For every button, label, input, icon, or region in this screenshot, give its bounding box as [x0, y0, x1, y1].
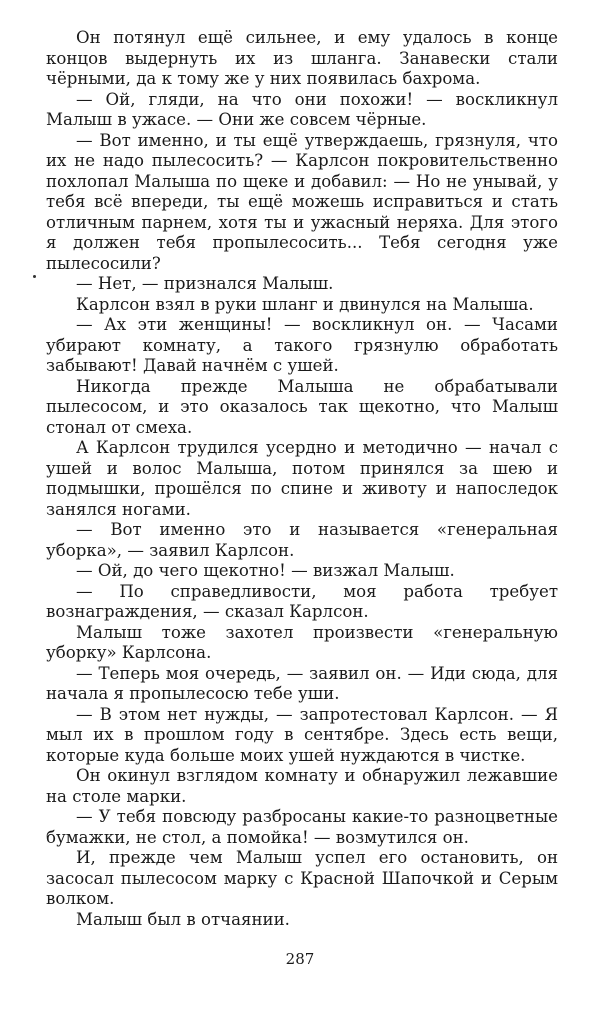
paragraph: — Нет, — признался Малыш.	[76, 274, 334, 293]
paragraph: А Карлсон трудился усердно и методично — начал с ушей и волос Малыша, потом принялся за шею и подмышки, прошёлся по спине и животу и напоследок занялся ногами.	[46, 438, 558, 519]
scan-speck	[33, 275, 36, 278]
paragraph: Малыш тоже захотел произвести «генеральную уборку» Карлсона.	[46, 622, 558, 662]
page-number: 287	[285, 950, 315, 968]
paragraph: Никогда прежде Малыша не обрабатывали пылесосом, и это оказалось так щекотно, что Малыш стонал от смеха.	[46, 376, 558, 437]
paragraph: Он окинул взглядом комнату и обнаружил лежавшие на столе марки.	[46, 766, 558, 806]
paragraph: И, прежде чем Малыш успел его остановить, он засосал пылесосом марку с Красной Шапочкой и Серым волком.	[46, 848, 558, 908]
paragraph: — Ой, до чего щекотно! — визжал Малыш.	[76, 561, 455, 580]
paragraph: — В этом нет нужды, — запротестовал Карлсон. — Я мыл их в прошлом году в сентябре. Здесь есть вещи, которые куда больше моих ушей нуждаются в чистке.	[46, 704, 558, 765]
paragraph: — Ой, гляди, на что они похожи! — воскликнул Малыш в ужасе. — Они же совсем чёрные.	[46, 89, 558, 129]
paragraph: — У тебя повсюду разбросаны какие-то разноцветные бумажки, не стол, а помойка! — возмутился он.	[46, 807, 558, 847]
paragraph: — Теперь моя очередь, — заявил он. — Иди сюда, для начала я пропылесосю тебе уши.	[46, 663, 558, 703]
paragraph: — Вот именно, и ты ещё утверждаешь, грязнуля, что их не надо пылесосить? — Карлсон покровительственно похлопал Малыша по щеке и добавил: — Но не унывай, у тебя всё впереди, ты ещё можешь исправиться и стать отличным парнем, хотя ты и ужасный неряха. Для этого я должен тебя пропылесосить... Тебя сегодня уже пылесосили?	[46, 130, 558, 273]
paragraph: — По справедливости, моя работа требует вознаграждения, — сказал Карлсон.	[46, 581, 558, 621]
paragraph: Он потянул ещё сильнее, и ему удалось в конце концов выдернуть их из шланга. Занавески стали чёрными, да к тому же у них появилась бахрома.	[46, 28, 558, 88]
paragraph: — Ах эти женщины! — воскликнул он. — Часами убирают комнату, а такого грязнулю обработать забывают! Давай начнём с ушей.	[46, 315, 558, 375]
paragraph: Малыш был в отчаянии.	[76, 909, 290, 929]
body-text	[46, 28, 558, 930]
paragraph: — Вот именно это и называется «генеральная уборка», — заявил Карлсон.	[46, 520, 558, 560]
paragraph: Карлсон взял в руки шланг и двинулся на Малыша.	[76, 294, 534, 314]
